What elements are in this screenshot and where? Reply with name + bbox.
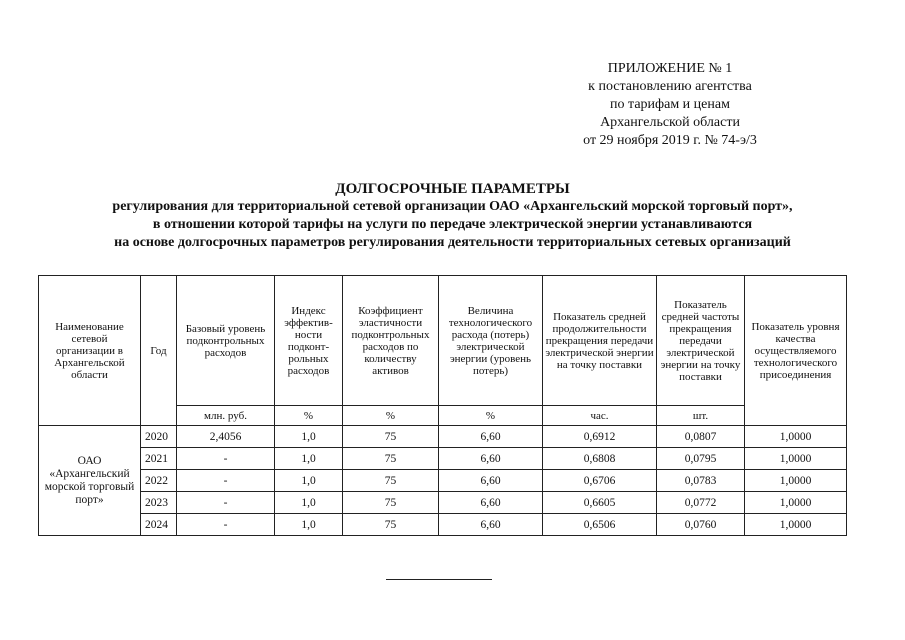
- duration-cell: 0,6605: [543, 492, 657, 514]
- index-cell: 1,0: [275, 514, 343, 536]
- appendix-line: по тарифам и ценам: [610, 97, 730, 112]
- header-org: Наименование сетевой организации в Архангельской области: [39, 276, 141, 426]
- base-cell: -: [177, 448, 275, 470]
- coef-cell: 75: [343, 514, 439, 536]
- duration-cell: 0,6506: [543, 514, 657, 536]
- loss-cell: 6,60: [439, 514, 543, 536]
- header-row: [39, 276, 847, 406]
- unit-frequency: шт.: [657, 406, 745, 426]
- footer-divider: [386, 579, 492, 580]
- table-row: [39, 514, 847, 536]
- coef-cell: 75: [343, 426, 439, 448]
- appendix-date: от 29 ноября 2019 г. № 74-э/3: [583, 133, 757, 148]
- base-cell: -: [177, 470, 275, 492]
- coef-cell: 75: [343, 448, 439, 470]
- year-cell: 2021: [141, 448, 177, 470]
- unit-coef: %: [343, 406, 439, 426]
- index-cell: 1,0: [275, 492, 343, 514]
- table-row: [39, 448, 847, 470]
- header-index: Индекс эффектив- ности подконт- рольных расходов: [275, 276, 343, 406]
- year-cell: 2022: [141, 470, 177, 492]
- title-line: в отношении которой тарифы на услуги по передаче электрической энергии устанавливаются: [152, 217, 753, 232]
- table-row: [39, 426, 847, 448]
- unit-index: %: [275, 406, 343, 426]
- quality-cell: 1,0000: [745, 470, 847, 492]
- base-cell: -: [177, 492, 275, 514]
- header-frequency: Показатель средней частоты прекращения передачи электрической энергии на точку поставки: [657, 276, 745, 406]
- index-cell: 1,0: [275, 470, 343, 492]
- year-cell: 2020: [141, 426, 177, 448]
- frequency-cell: 0,0760: [657, 514, 745, 536]
- loss-cell: 6,60: [439, 470, 543, 492]
- duration-cell: 0,6706: [543, 470, 657, 492]
- loss-cell: 6,60: [439, 448, 543, 470]
- quality-cell: 1,0000: [745, 514, 847, 536]
- coef-cell: 75: [343, 470, 439, 492]
- unit-base: млн. руб.: [177, 406, 275, 426]
- header-year: Год: [141, 276, 177, 426]
- table-row: [39, 492, 847, 514]
- index-cell: 1,0: [275, 426, 343, 448]
- loss-cell: 6,60: [439, 426, 543, 448]
- header-base: Базовый уровень подконтрольных расходов: [177, 276, 275, 406]
- header-quality: Показатель уровня качества осуществляемого технологического присоединения: [745, 276, 847, 426]
- title-line: регулирования для территориальной сетевой организации ОАО «Архангельский морской торговый порт»,: [112, 199, 793, 214]
- header-coef: Коэффициент эластичности подконтрольных расходов по количеству активов: [343, 276, 439, 406]
- year-cell: 2023: [141, 492, 177, 514]
- parameters-table: [38, 275, 847, 536]
- frequency-cell: 0,0783: [657, 470, 745, 492]
- duration-cell: 0,6912: [543, 426, 657, 448]
- frequency-cell: 0,0772: [657, 492, 745, 514]
- quality-cell: 1,0000: [745, 426, 847, 448]
- title-line: на основе долгосрочных параметров регулирования деятельности территориальных сетевых организаций: [114, 235, 791, 250]
- table-body: [39, 426, 847, 536]
- header-duration: Показатель средней продолжительности прекращения передачи электрической энергии на точку поставки: [543, 276, 657, 406]
- document-title: [0, 180, 905, 252]
- base-cell: 2,4056: [177, 426, 275, 448]
- coef-cell: 75: [343, 492, 439, 514]
- loss-cell: 6,60: [439, 492, 543, 514]
- appendix-line: к постановлению агентства: [588, 79, 752, 94]
- unit-duration: час.: [543, 406, 657, 426]
- base-cell: -: [177, 514, 275, 536]
- appendix-line: Архангельской области: [600, 115, 740, 130]
- table-row: [39, 470, 847, 492]
- index-cell: 1,0: [275, 448, 343, 470]
- quality-cell: 1,0000: [745, 492, 847, 514]
- appendix-title: ПРИЛОЖЕНИЕ № 1: [607, 61, 733, 76]
- header-loss: Величина технологического расхода (потерь) электрической энергии (уровень потерь): [439, 276, 543, 406]
- appendix-block: [560, 60, 780, 150]
- quality-cell: 1,0000: [745, 448, 847, 470]
- org-name-cell: ОАО «Архангельский морской торговый порт»: [39, 426, 141, 536]
- title-heading: ДОЛГОСРОЧНЫЕ ПАРАМЕТРЫ: [335, 181, 570, 197]
- year-cell: 2024: [141, 514, 177, 536]
- frequency-cell: 0,0807: [657, 426, 745, 448]
- duration-cell: 0,6808: [543, 448, 657, 470]
- frequency-cell: 0,0795: [657, 448, 745, 470]
- unit-loss: %: [439, 406, 543, 426]
